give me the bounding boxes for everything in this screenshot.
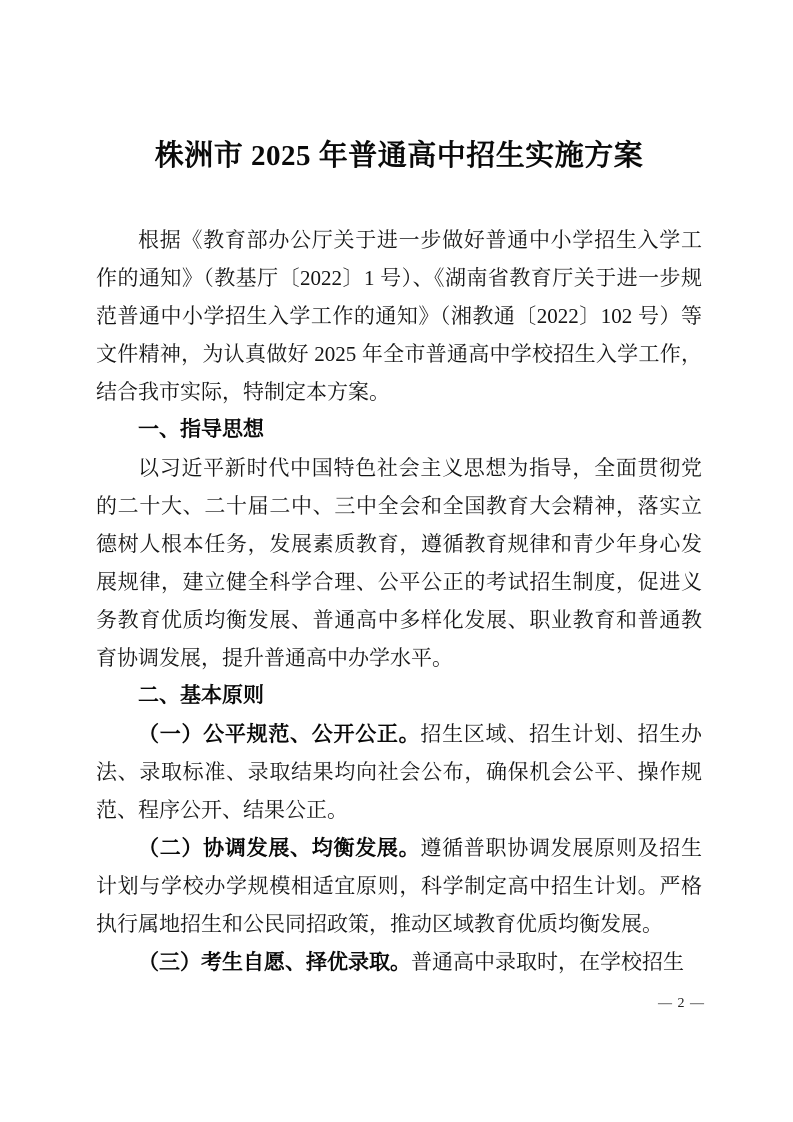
principle-2-lead: （二）协调发展、均衡发展。 (138, 836, 421, 860)
principle-1-text: 招生区域、招生计划、招生办法、录取标准、录取结果均向社会公布，确保机会公平、操作规范、程序公开、结果公正。 (96, 722, 702, 822)
principle-item-3 (96, 943, 702, 981)
principle-item-2 (96, 829, 702, 943)
principle-1-lead: （一）公平规范、公开公正。 (138, 722, 421, 746)
document-title: 株洲市 2025 年普通高中招生实施方案 (154, 140, 644, 172)
section-heading-basic-principles: 二、基本原则 (138, 684, 264, 707)
principle-3-text: 普通高中录取时，在学校招生 (411, 950, 684, 974)
principle-2-text: 遵循普职协调发展原则及招生计划与学校办学规模相适宜原则，科学制定高中招生计划。严格执行属地招生和公民同招政策，推动区域教育优质均衡发展。 (96, 836, 702, 936)
intro-paragraph: 根据《教育部办公厅关于进一步做好普通中小学招生入学工作的通知》（教基厅〔2022〕1 号）、《湖南省教育厅关于进一步规范普通中小学招生入学工作的通知》（湘教通〔2022〕102 号）等文件精神，为认真做好 2025 年全市普通高中学校招生入学工作，结合我市实际，特制定本方案。 (96, 228, 702, 404)
principle-item-1 (96, 715, 702, 829)
document-content (96, 135, 702, 981)
guiding-ideology-paragraph: 以习近平新时代中国特色社会主义思想为指导，全面贯彻党的二十大、二十届二中、三中全会和全国教育大会精神，落实立德树人根本任务，发展素质教育，遵循教育规律和青少年身心发展规律，建立健全科学合理、公平公正的考试招生制度，促进义务教育优质均衡发展、普通高中多样化发展、职业教育和普通教育协调发展，提升普通高中办学水平。 (96, 456, 702, 670)
section-heading-guiding-ideology: 一、指导思想 (138, 418, 264, 441)
principle-3-lead: （三）考生自愿、择优录取。 (138, 950, 411, 974)
page-number: — 2 — (658, 996, 705, 1011)
